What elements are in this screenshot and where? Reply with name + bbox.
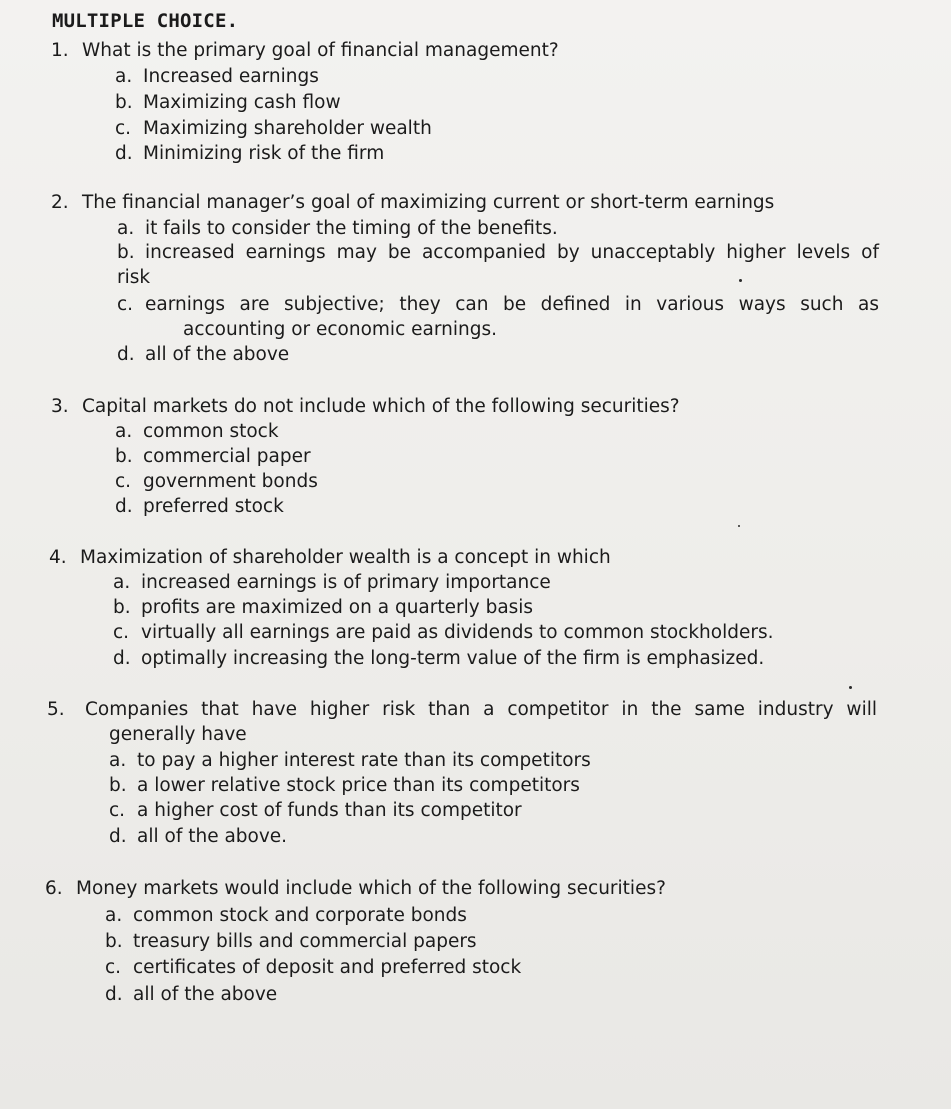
option-text: Increased earnings <box>143 66 319 87</box>
question-number: 1. <box>51 40 69 61</box>
question-2 <box>51 190 911 370</box>
option-text: common stock and corporate bonds <box>133 905 467 926</box>
option-text: earnings are subjective; they can be defined in various ways such as <box>145 294 879 315</box>
option-letter: c. <box>113 622 130 643</box>
option-letter: a. <box>113 572 131 593</box>
question-stem <box>51 38 559 63</box>
question-stem <box>51 190 774 215</box>
option-letter: a. <box>105 905 123 926</box>
option-text: optimally increasing the long-term value of the firm is emphasized. <box>141 648 765 669</box>
scan-speck <box>739 279 742 282</box>
option-c <box>115 116 432 141</box>
option-c <box>117 292 879 342</box>
option-line <box>117 240 879 265</box>
option-text: commercial paper <box>143 446 311 467</box>
option-b <box>109 773 580 798</box>
option-text: all of the above <box>133 984 278 1005</box>
option-a <box>109 748 591 773</box>
question-number: 2. <box>51 192 69 213</box>
option-text: common stock <box>143 421 279 442</box>
option-letter: c. <box>117 294 134 315</box>
option-letter: b. <box>109 775 127 796</box>
question-5 <box>47 697 907 857</box>
option-a <box>113 570 551 595</box>
option-text: certificates of deposit and preferred stock <box>133 957 522 978</box>
option-letter: a. <box>115 66 133 87</box>
option-letter: b. <box>117 242 135 263</box>
option-letter: c. <box>105 957 122 978</box>
option-d <box>117 342 289 367</box>
question-number: 5. <box>47 699 65 720</box>
option-letter: d. <box>109 826 127 847</box>
section-heading: MULTIPLE CHOICE. <box>52 10 239 32</box>
option-text: Maximizing shareholder wealth <box>143 118 432 139</box>
option-a <box>117 216 558 241</box>
question-stem-continuation: generally have <box>109 724 247 745</box>
option-c <box>109 798 522 823</box>
option-text: all of the above <box>145 344 290 365</box>
option-continuation: accounting or economic earnings. <box>183 319 497 340</box>
option-letter: a. <box>109 750 127 771</box>
option-text: profits are maximized on a quarterly basis <box>141 597 534 618</box>
option-c <box>113 620 774 645</box>
question-1 <box>51 38 911 168</box>
option-d <box>109 824 287 849</box>
option-a <box>115 419 279 444</box>
option-b <box>115 90 341 115</box>
question-6 <box>45 876 905 1011</box>
option-b <box>113 595 533 620</box>
option-c <box>115 469 318 494</box>
scan-speck <box>849 686 852 689</box>
question-3 <box>51 394 911 524</box>
scan-speck <box>738 525 740 527</box>
option-a <box>115 64 319 89</box>
option-letter: b. <box>115 446 133 467</box>
question-number: 6. <box>45 878 63 899</box>
option-letter: d. <box>115 143 133 164</box>
option-a <box>105 903 467 928</box>
option-text: increased earnings is of primary importance <box>141 572 551 593</box>
option-letter: c. <box>109 800 126 821</box>
option-d <box>105 982 277 1007</box>
option-letter: c. <box>115 471 132 492</box>
question-text: Companies that have higher risk than a competitor in the same industry will <box>85 699 877 720</box>
option-letter: b. <box>113 597 131 618</box>
option-letter: d. <box>115 496 133 517</box>
question-stem <box>45 876 666 901</box>
option-letter: d. <box>117 344 135 365</box>
option-text: increased earnings may be accompanied by unacceptably higher levels of <box>145 242 879 263</box>
question-number: 4. <box>49 547 67 568</box>
option-text: a lower relative stock price than its competitors <box>137 775 580 796</box>
option-text: Minimizing risk of the firm <box>143 143 385 164</box>
option-text: a higher cost of funds than its competitor <box>137 800 522 821</box>
option-b <box>117 240 879 290</box>
option-text: treasury bills and commercial papers <box>133 931 477 952</box>
option-text: virtually all earnings are paid as dividends to common stockholders. <box>141 622 774 643</box>
option-d <box>113 646 764 671</box>
question-text: Money markets would include which of the following securities? <box>76 878 666 899</box>
option-d <box>115 494 284 519</box>
question-number: 3. <box>51 396 69 417</box>
option-line <box>117 292 879 317</box>
option-b <box>105 929 477 954</box>
question-text: Capital markets do not include which of the following securities? <box>82 396 680 417</box>
option-letter: b. <box>105 931 123 952</box>
option-d <box>115 141 384 166</box>
option-text: it fails to consider the timing of the benefits. <box>145 218 558 239</box>
question-4 <box>49 545 909 675</box>
option-text: preferred stock <box>143 496 284 517</box>
option-letter: d. <box>105 984 123 1005</box>
option-text: to pay a higher interest rate than its competitors <box>137 750 591 771</box>
option-text: Maximizing cash flow <box>143 92 341 113</box>
option-text: government bonds <box>143 471 318 492</box>
question-stem-line <box>47 697 877 722</box>
question-text: What is the primary goal of financial management? <box>82 40 559 61</box>
question-text: Maximization of shareholder wealth is a concept in which <box>80 547 611 568</box>
question-stem <box>47 697 877 747</box>
option-letter: b. <box>115 92 133 113</box>
question-text: The financial manager’s goal of maximizing current or short-term earnings <box>82 192 775 213</box>
option-continuation: risk <box>117 267 151 288</box>
question-stem <box>51 394 680 419</box>
option-letter: d. <box>113 648 131 669</box>
option-text: all of the above. <box>137 826 288 847</box>
question-stem <box>49 545 611 570</box>
option-letter: c. <box>115 118 132 139</box>
option-c <box>105 955 521 980</box>
option-letter: a. <box>117 218 135 239</box>
option-b <box>115 444 311 469</box>
option-letter: a. <box>115 421 133 442</box>
